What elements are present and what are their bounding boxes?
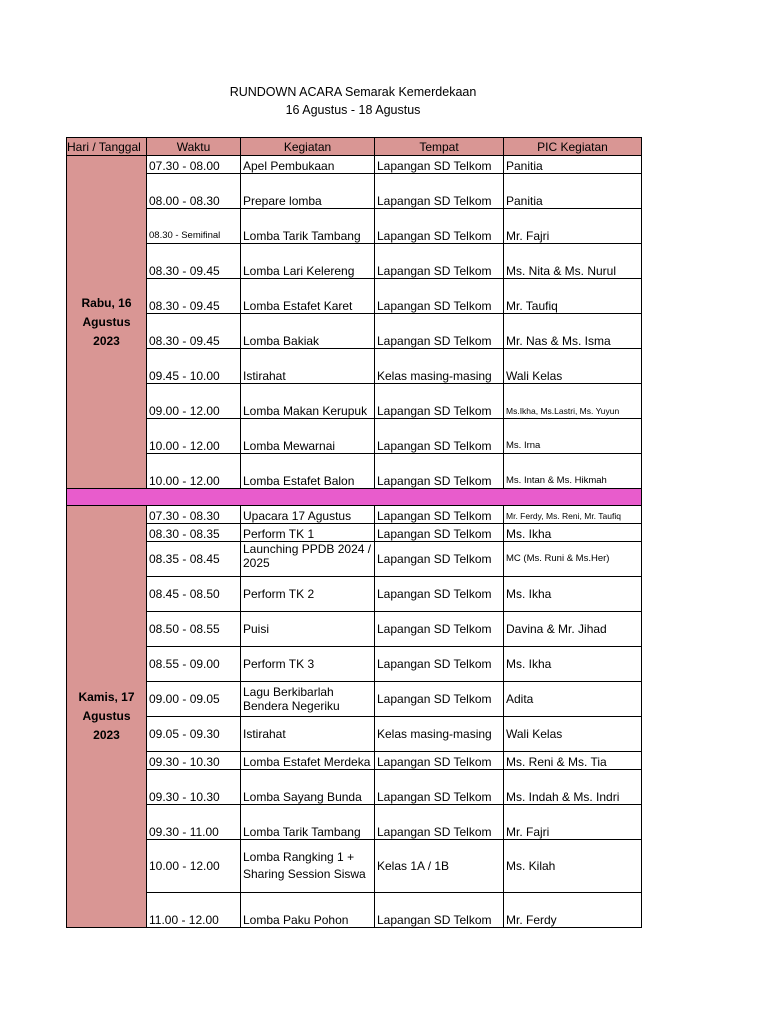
- table-row: [67, 314, 642, 349]
- document-subtitle: 16 Agustus - 18 Agustus: [285, 103, 421, 117]
- waktu-cell: 08.35 - 08.45: [147, 542, 241, 577]
- tempat-cell: Kelas masing-masing: [375, 717, 504, 752]
- pic-cell: Ms. Nita & Ms. Nurul: [504, 244, 642, 279]
- table-row: [67, 454, 642, 489]
- table-row: [67, 156, 642, 174]
- tempat-cell: Kelas masing-masing: [375, 349, 504, 384]
- header-tempat: Tempat: [375, 138, 504, 156]
- waktu-cell: 09.00 - 09.05: [147, 682, 241, 717]
- tempat-cell: Lapangan SD Telkom: [375, 454, 504, 489]
- kegiatan-cell: Perform TK 2: [241, 577, 375, 612]
- tempat-cell: Lapangan SD Telkom: [375, 419, 504, 454]
- header-kegiatan: Kegiatan: [241, 138, 375, 156]
- pic-cell: Mr. Ferdy, Ms. Reni, Mr. Taufiq: [504, 506, 642, 524]
- pic-cell: Panitia: [504, 174, 642, 209]
- kegiatan-cell: Lomba Tarik Tambang: [241, 209, 375, 244]
- pic-cell: Mr. Ferdy: [504, 893, 642, 928]
- kegiatan-cell: Launching PPDB 2024 / 2025: [241, 542, 375, 577]
- kegiatan-cell: Lomba Rangking 1 + Sharing Session Siswa: [241, 840, 375, 893]
- kegiatan-cell: Lomba Estafet Karet: [241, 279, 375, 314]
- waktu-cell: 08.50 - 08.55: [147, 612, 241, 647]
- pic-cell: Ms. Intan & Ms. Hikmah: [504, 454, 642, 489]
- kegiatan-cell: Lomba Estafet Balon: [241, 454, 375, 489]
- tempat-cell: Lapangan SD Telkom: [375, 577, 504, 612]
- pic-cell: Mr. Fajri: [504, 805, 642, 840]
- tempat-cell: Lapangan SD Telkom: [375, 752, 504, 770]
- table-row: [67, 805, 642, 840]
- waktu-cell: 08.45 - 08.50: [147, 577, 241, 612]
- header-waktu: Waktu: [147, 138, 241, 156]
- waktu-cell: 10.00 - 12.00: [147, 454, 241, 489]
- table-row: [67, 770, 642, 805]
- kegiatan-cell: Apel Pembukaan: [241, 156, 375, 174]
- waktu-cell: 11.00 - 12.00: [147, 893, 241, 928]
- table-row: [67, 752, 642, 770]
- tempat-cell: Lapangan SD Telkom: [375, 506, 504, 524]
- waktu-cell: 09.45 - 10.00: [147, 349, 241, 384]
- table-row: [67, 542, 642, 577]
- kegiatan-cell: Lomba Lari Kelereng: [241, 244, 375, 279]
- tempat-cell: Lapangan SD Telkom: [375, 805, 504, 840]
- pic-cell: Mr. Taufiq: [504, 279, 642, 314]
- waktu-cell: 08.00 - 08.30: [147, 174, 241, 209]
- table-row: [67, 647, 642, 682]
- tempat-cell: Lapangan SD Telkom: [375, 647, 504, 682]
- waktu-cell: 10.00 - 12.00: [147, 419, 241, 454]
- tempat-cell: Lapangan SD Telkom: [375, 682, 504, 717]
- table-row: [67, 349, 642, 384]
- rundown-table: [66, 137, 642, 928]
- kegiatan-cell: Istirahat: [241, 717, 375, 752]
- waktu-cell: 09.00 - 12.00: [147, 384, 241, 419]
- pic-cell: Panitia: [504, 156, 642, 174]
- table-row: [67, 893, 642, 928]
- header-pic: PIC Kegiatan: [504, 138, 642, 156]
- waktu-cell: 08.30 - 09.45: [147, 279, 241, 314]
- pic-cell: Adita: [504, 682, 642, 717]
- table-row: [67, 840, 642, 893]
- kegiatan-cell: Istirahat: [241, 349, 375, 384]
- pic-cell: Mr. Fajri: [504, 209, 642, 244]
- tempat-cell: Lapangan SD Telkom: [375, 314, 504, 349]
- header-hari: Hari / Tanggal: [67, 138, 147, 156]
- tempat-cell: Lapangan SD Telkom: [375, 279, 504, 314]
- table-row: [67, 384, 642, 419]
- waktu-cell: 07.30 - 08.30: [147, 506, 241, 524]
- table-row: [67, 174, 642, 209]
- kegiatan-cell: Lomba Sayang Bunda: [241, 770, 375, 805]
- tempat-cell: Lapangan SD Telkom: [375, 524, 504, 542]
- day-cell-kamis: Kamis, 17 Agustus 2023: [67, 506, 147, 928]
- table-row: [67, 682, 642, 717]
- kegiatan-cell: Lomba Bakiak: [241, 314, 375, 349]
- kegiatan-cell: Puisi: [241, 612, 375, 647]
- kegiatan-cell: Upacara 17 Agustus: [241, 506, 375, 524]
- waktu-cell: 09.30 - 10.30: [147, 770, 241, 805]
- table-row: [67, 612, 642, 647]
- waktu-cell: 08.55 - 09.00: [147, 647, 241, 682]
- waktu-cell: 09.05 - 09.30: [147, 717, 241, 752]
- tempat-cell: Lapangan SD Telkom: [375, 244, 504, 279]
- table-row: [67, 419, 642, 454]
- pic-cell: Ms. Ikha: [504, 524, 642, 542]
- pic-cell: Davina & Mr. Jihad: [504, 612, 642, 647]
- tempat-cell: Lapangan SD Telkom: [375, 174, 504, 209]
- table-row: [67, 524, 642, 542]
- pic-cell: MC (Ms. Runi & Ms.Her): [504, 542, 642, 577]
- pic-cell: Ms. Kilah: [504, 840, 642, 893]
- separator-cell: [67, 489, 642, 506]
- tempat-cell: Lapangan SD Telkom: [375, 770, 504, 805]
- pic-cell: Wali Kelas: [504, 717, 642, 752]
- kegiatan-cell: Lomba Makan Kerupuk: [241, 384, 375, 419]
- waktu-cell: 09.30 - 10.30: [147, 752, 241, 770]
- tempat-cell: Lapangan SD Telkom: [375, 893, 504, 928]
- table-row: [67, 577, 642, 612]
- kegiatan-cell: Lomba Paku Pohon: [241, 893, 375, 928]
- tempat-cell: Lapangan SD Telkom: [375, 209, 504, 244]
- pic-cell: Ms. Reni & Ms. Tia: [504, 752, 642, 770]
- kegiatan-cell: Lomba Estafet Merdeka: [241, 752, 375, 770]
- waktu-cell: 10.00 - 12.00: [147, 840, 241, 893]
- pic-cell: Ms. Irna: [504, 419, 642, 454]
- pic-cell: Ms. Indah & Ms. Indri: [504, 770, 642, 805]
- pic-cell: Wali Kelas: [504, 349, 642, 384]
- table-row: [67, 506, 642, 524]
- pic-cell: Ms. Ikha: [504, 647, 642, 682]
- pic-cell: Ms.Ikha, Ms.Lastri, Ms. Yuyun: [504, 384, 642, 419]
- tempat-cell: Lapangan SD Telkom: [375, 542, 504, 577]
- pic-cell: Mr. Nas & Ms. Isma: [504, 314, 642, 349]
- table-row: [67, 209, 642, 244]
- day-separator-row: [67, 489, 642, 506]
- tempat-cell: Lapangan SD Telkom: [375, 612, 504, 647]
- table-row: [67, 244, 642, 279]
- waktu-cell: 08.30 - 09.45: [147, 314, 241, 349]
- kegiatan-cell: Perform TK 3: [241, 647, 375, 682]
- tempat-cell: Kelas 1A / 1B: [375, 840, 504, 893]
- kegiatan-cell: Lagu Berkibarlah Bendera Negeriku: [241, 682, 375, 717]
- tempat-cell: Lapangan SD Telkom: [375, 156, 504, 174]
- waktu-cell: 08.30 - 08.35: [147, 524, 241, 542]
- waktu-cell: 08.30 - 09.45: [147, 244, 241, 279]
- kegiatan-cell: Lomba Mewarnai: [241, 419, 375, 454]
- table-header-row: [67, 138, 642, 156]
- pic-cell: Ms. Ikha: [504, 577, 642, 612]
- waktu-cell: 08.30 - Semifinal: [147, 209, 241, 244]
- document-title: RUNDOWN ACARA Semarak Kemerdekaan: [229, 85, 477, 99]
- tempat-cell: Lapangan SD Telkom: [375, 384, 504, 419]
- table-row: [67, 279, 642, 314]
- kegiatan-cell: Lomba Tarik Tambang: [241, 805, 375, 840]
- kegiatan-cell: Prepare lomba: [241, 174, 375, 209]
- waktu-cell: 07.30 - 08.00: [147, 156, 241, 174]
- table-row: [67, 717, 642, 752]
- kegiatan-cell: Perform TK 1: [241, 524, 375, 542]
- day-cell-rabu: Rabu, 16 Agustus 2023: [67, 156, 147, 489]
- waktu-cell: 09.30 - 11.00: [147, 805, 241, 840]
